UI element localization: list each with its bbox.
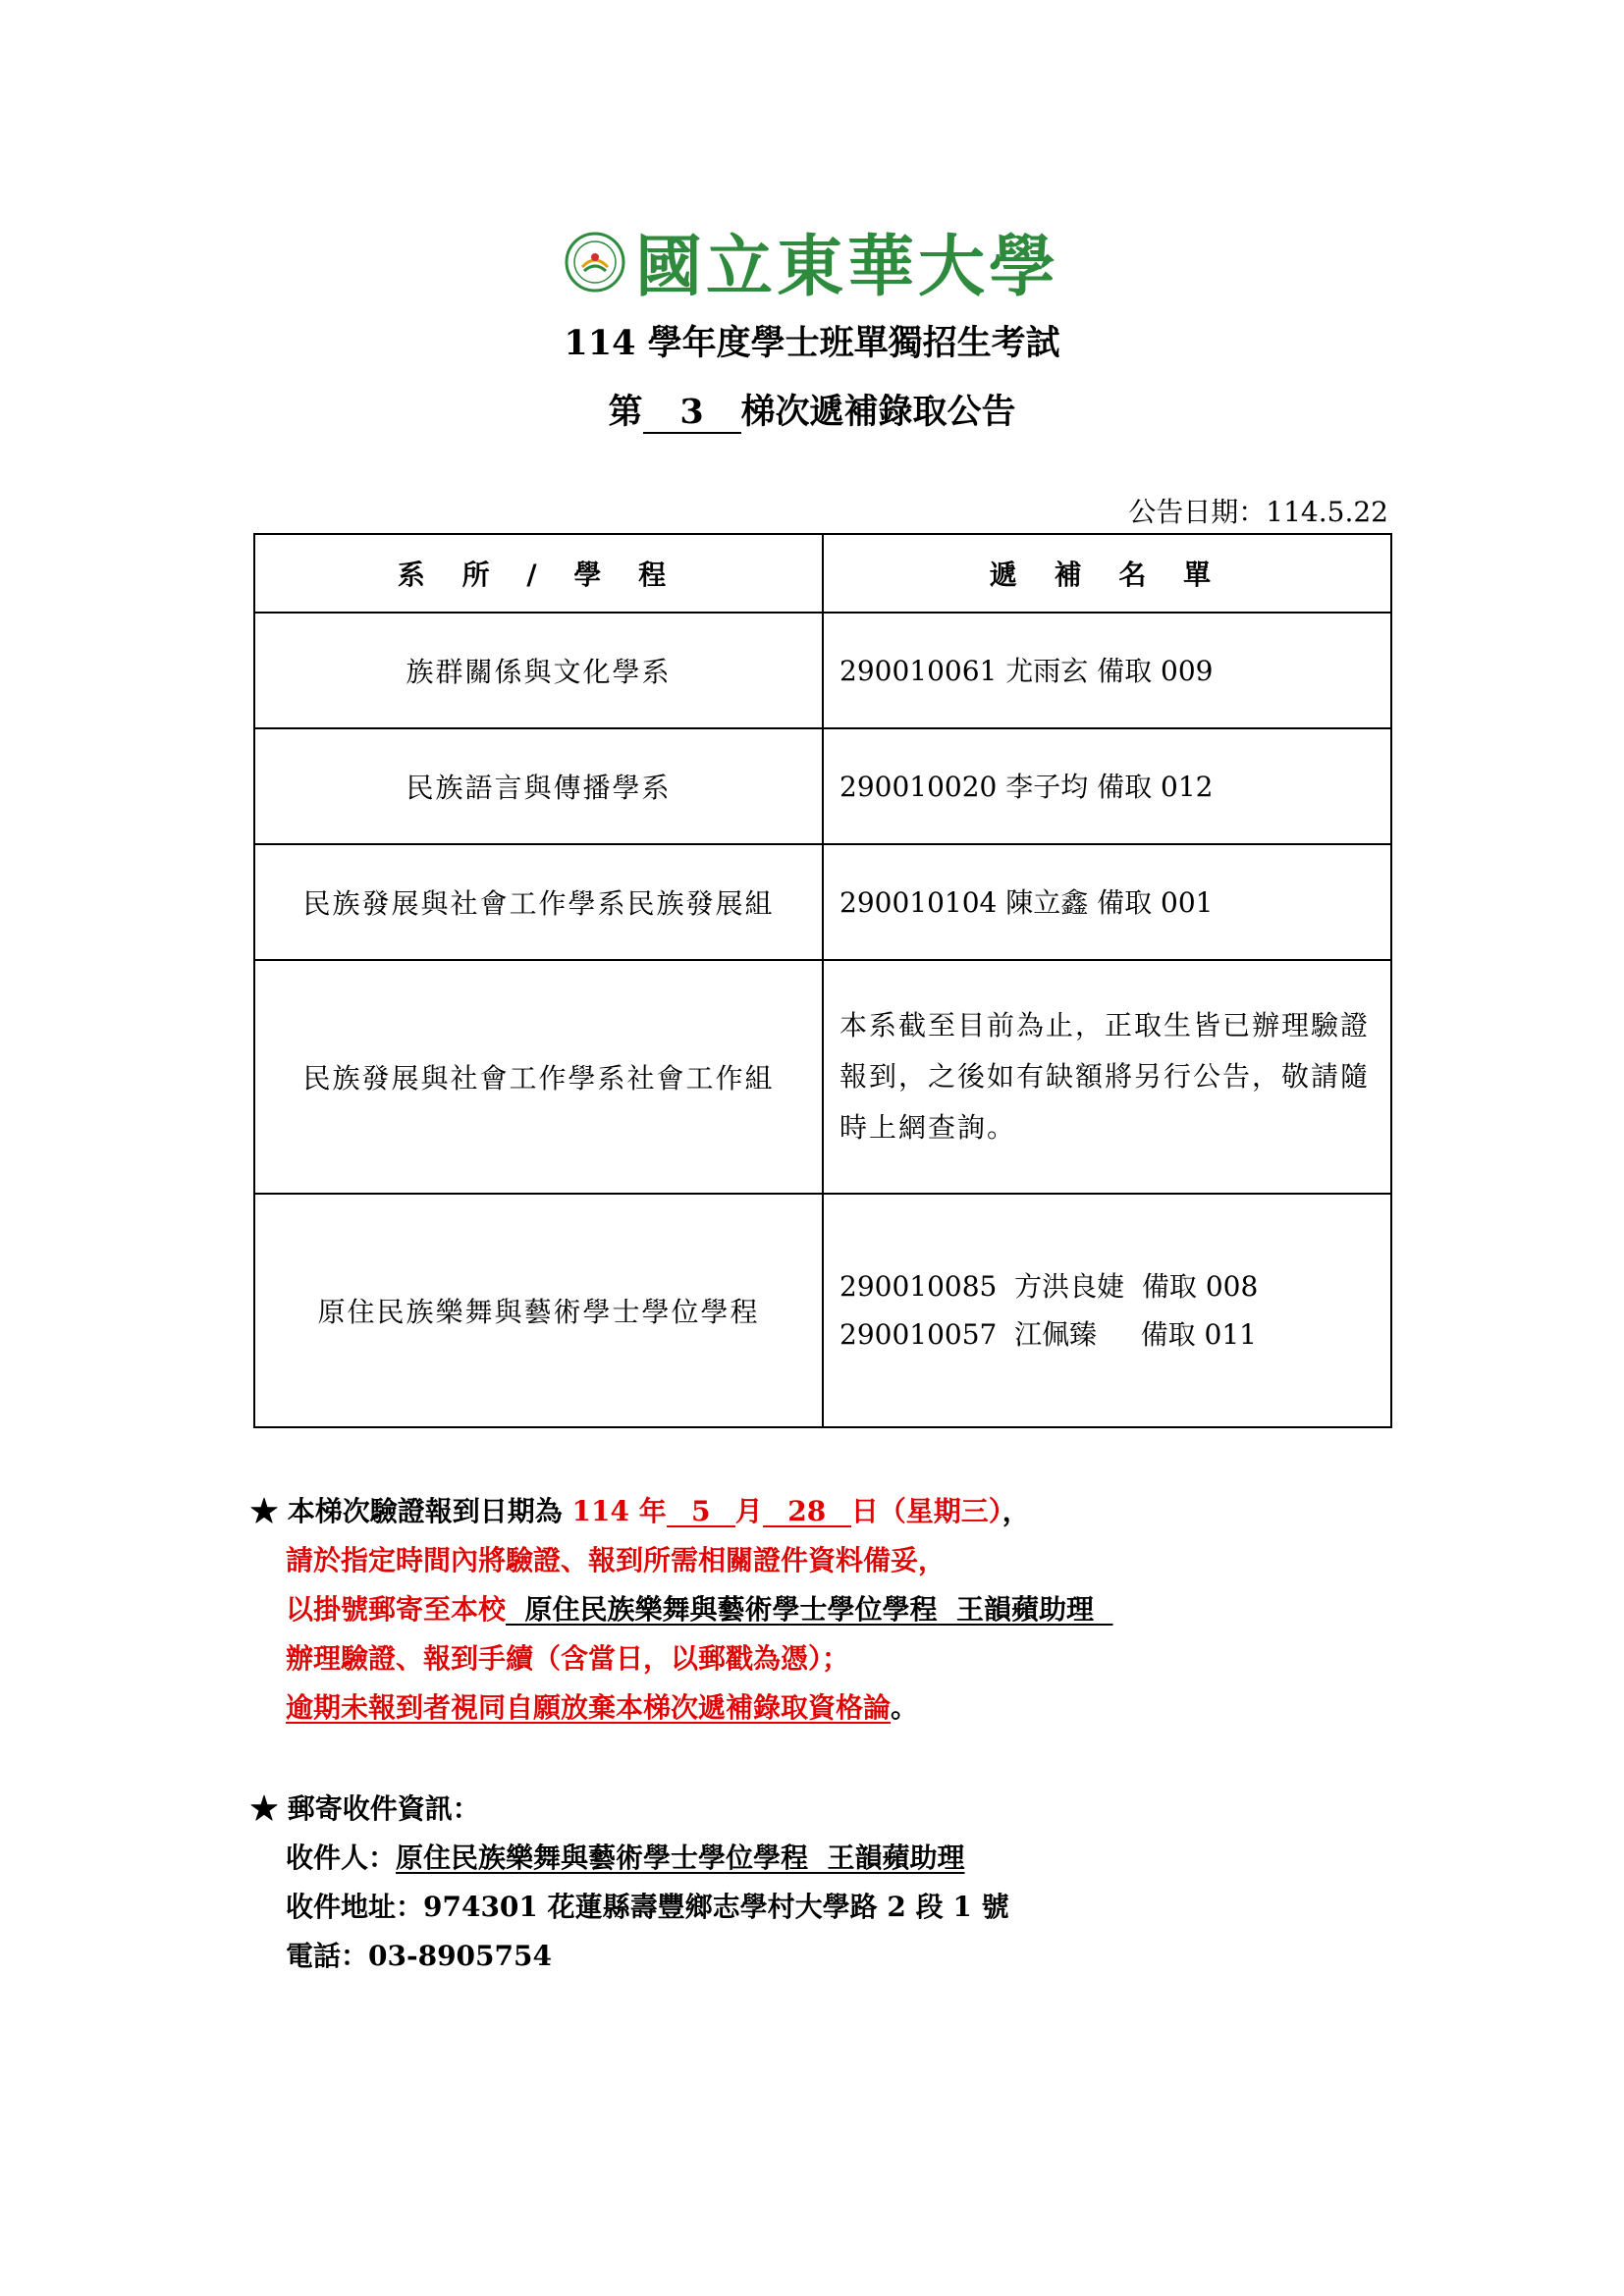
waitlist-cell [823, 1194, 1391, 1427]
notice-year: 114 年 [571, 1495, 667, 1527]
notice-line-2: 請於指定時間內將驗證、報到所需相關證件資料備妥， [286, 1544, 947, 1576]
announcement-subtitle [0, 385, 1624, 434]
department-cell: 原住民族樂舞與藝術學士學位學程 [254, 1194, 823, 1427]
notice-month-unit: 月 [734, 1495, 763, 1527]
mailing-heading [250, 1785, 1009, 1834]
round-suffix: 梯次遞補錄取公告 [740, 392, 1016, 432]
round-number: 3 [643, 394, 741, 434]
round-prefix: 第 [608, 392, 643, 432]
university-logo [0, 214, 1624, 309]
announcement-title: 114 學年度學士班單獨招生考試 [564, 323, 1060, 363]
mailing-heading-text: 郵寄收件資訊： [287, 1792, 480, 1825]
waitlist-entry: 290010085 方洪良婕 備取 008 [839, 1270, 1259, 1303]
table-row [254, 960, 1391, 1194]
notice-day-unit: 日（星期三） [850, 1495, 1002, 1527]
waitlist-note-cell: 本系截至目前為止，正取生皆已辦理驗證報到，之後如有缺額將另行公告，敬請隨時上網查詢。 [823, 960, 1391, 1194]
recipient-value: 原住民族樂舞與藝術學士學位學程 王韻蘋助理 [396, 1842, 965, 1874]
waitlist-cell: 290010020 李子均 備取 012 [823, 728, 1391, 844]
department-cell: 民族發展與社會工作學系社會工作組 [254, 960, 823, 1194]
notice-recipient: 原住民族樂舞與藝術學士學位學程 王韻蘋助理 [506, 1593, 1113, 1626]
notice-day: 28 [763, 1497, 851, 1527]
table-row [254, 1194, 1391, 1427]
registration-notice [250, 1487, 1113, 1733]
table-row [254, 728, 1391, 844]
notice-line-4: 辦理驗證、報到手續（含當日，以郵戳為憑）； [286, 1642, 850, 1675]
header-waitlist: 遞 補 名 單 [823, 534, 1391, 613]
waitlist-cell: 290010104 陳立鑫 備取 001 [823, 844, 1391, 960]
star-icon: ★ [250, 1792, 279, 1825]
mailing-address: 收件地址：974301 花蓮縣壽豐鄉志學村大學路 2 段 1 號 [286, 1891, 1009, 1923]
table-row [254, 613, 1391, 728]
notice-text: 本梯次驗證報到日期為 [287, 1495, 563, 1527]
notice-line-5 [250, 1683, 1113, 1733]
waitlist-cell: 290010061 尤雨玄 備取 009 [823, 613, 1391, 728]
university-seal-icon [565, 232, 625, 293]
waitlist-entry: 290010057 江佩臻 備取 011 [839, 1318, 1257, 1351]
table-header-row [254, 534, 1391, 613]
university-name: 國立東華大學 [634, 228, 1059, 306]
notice-period: 。 [891, 1691, 919, 1724]
table-row [254, 844, 1391, 960]
department-cell: 民族語言與傳播學系 [254, 728, 823, 844]
department-cell: 民族發展與社會工作學系民族發展組 [254, 844, 823, 960]
announcement-date: 公告日期：114.5.22 [1128, 496, 1388, 528]
notice-comma: ， [1001, 1495, 1030, 1527]
waitlist-table [253, 533, 1392, 1428]
header-department: 系 所 / 學 程 [254, 534, 823, 613]
notice-warning: 逾期未報到者視同自願放棄本梯次遞補錄取資格論 [286, 1691, 892, 1724]
mailing-recipient [250, 1834, 1009, 1883]
notice-line-1 [250, 1487, 1113, 1536]
mailing-phone: 電話：03-8905754 [286, 1940, 552, 1972]
mailing-info [250, 1785, 1009, 1981]
department-cell: 族群關係與文化學系 [254, 613, 823, 728]
star-icon: ★ [250, 1495, 279, 1527]
notice-month: 5 [667, 1497, 735, 1527]
notice-text: 以掛號郵寄至本校 [286, 1593, 507, 1626]
recipient-label: 收件人： [286, 1842, 397, 1874]
notice-line-3 [250, 1585, 1113, 1634]
